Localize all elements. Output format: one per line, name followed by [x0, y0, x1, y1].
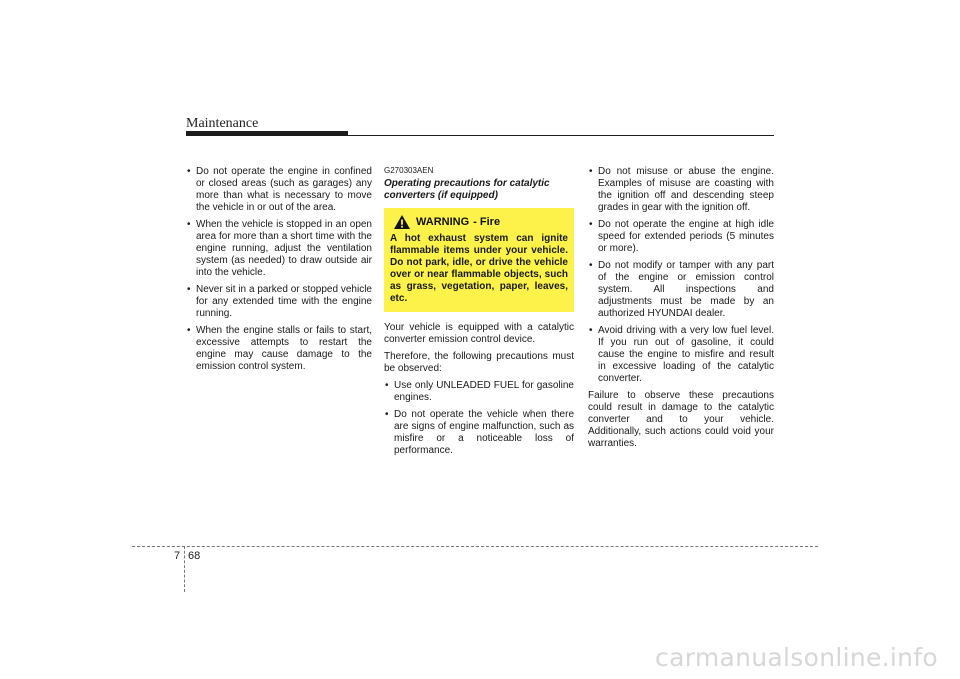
bullet-list	[186, 166, 372, 373]
paragraph: Failure to observe these precautions could result in damage to the catalytic converter and to your vehicle. Additionally, such actions could void your warranties.	[588, 390, 774, 449]
list-item: • Do not operate the engine at high idle speed for extended periods (5 minutes or more).	[588, 219, 774, 255]
section-code: G270303AEN	[384, 166, 434, 175]
header-rule-thin	[186, 135, 774, 136]
warning-subject: - Fire	[473, 216, 501, 228]
chapter-number: 7	[174, 550, 181, 562]
list-item: • Do not misuse or abuse the engine. Examples of misuse are coasting with the ignition off and descending steep grades in gear with the ignition off.	[588, 166, 774, 214]
footer-rule	[132, 546, 818, 547]
list-item: • Do not operate the vehicle when there are signs of engine malfunction, such as misfire or a noticeable loss of performance.	[384, 409, 574, 457]
list-item: • Never sit in a parked or stopped vehicle for any extended time with the engine running.	[186, 284, 372, 320]
column-middle	[384, 166, 574, 462]
paragraph: Therefore, the following precautions must be observed:	[384, 351, 574, 374]
warning-triangle-icon	[393, 214, 411, 230]
list-item: • When the vehicle is stopped in an open area for more than a short time with the engine running, adjust the ventilation system (as needed) to draw outside air into the vehicle.	[186, 219, 372, 279]
paragraph: Your vehicle is equipped with a catalytic converter emission control device.	[384, 322, 574, 345]
section-subtitle: Operating precautions for catalytic converters (if equipped)	[384, 178, 550, 201]
warning-label: WARNING	[416, 216, 470, 228]
column-left	[186, 166, 372, 378]
warning-text: A hot exhaust system can ignite flammable items under your vehicle. Do not park, idle, or drive the vehicle over or near flammable objects, such as grass, vegetation, paper, leaves, etc.	[390, 233, 568, 304]
watermark: carmanualsonline.info	[655, 643, 938, 672]
list-item: • Do not operate the engine in confined or closed areas (such as garages) any more than what is necessary to move the vehicle in or out of the area.	[186, 166, 372, 214]
bullet-list	[384, 380, 574, 457]
list-item: • Use only UNLEADED FUEL for gasoline engines.	[384, 380, 574, 404]
list-item: • Do not modify or tamper with any part of the engine or emission control system. All inspections and adjustments must be made by an authorized HYUNDAI dealer.	[588, 260, 774, 320]
footer-divider	[184, 546, 185, 592]
page-title: Maintenance	[186, 116, 259, 131]
column-right	[588, 166, 774, 455]
warning-box	[384, 208, 574, 312]
list-item: • Avoid driving with a very low fuel level. If you run out of gasoline, it could cause the engine to misfire and result in excessive loading of the catalytic converter.	[588, 325, 774, 385]
page-number: 68	[188, 550, 201, 562]
warning-header	[390, 214, 568, 230]
list-item: • When the engine stalls or fails to start, excessive attempts to restart the engine may cause damage to the emission control system.	[186, 325, 372, 373]
bullet-list	[588, 166, 774, 385]
